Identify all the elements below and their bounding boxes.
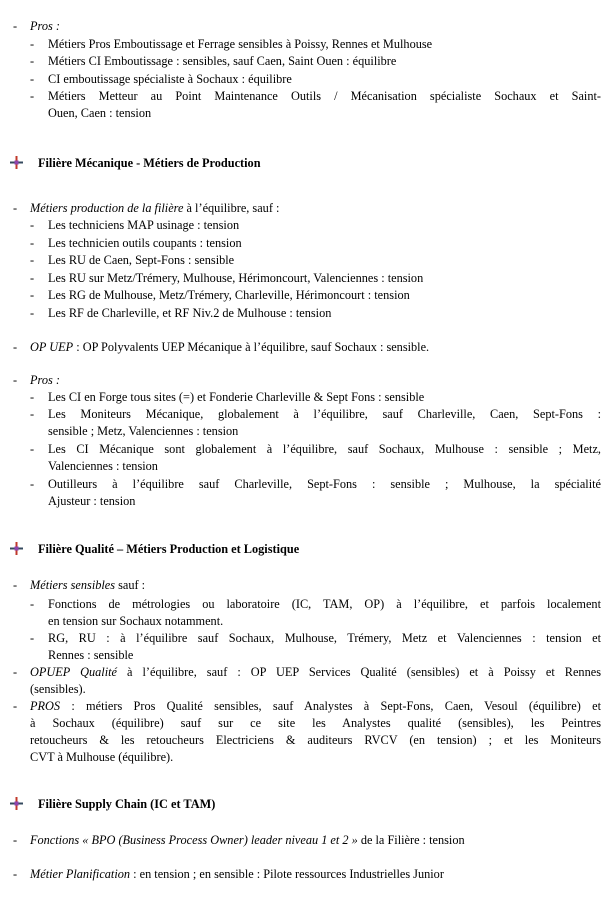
list-item xyxy=(30,866,444,883)
list-item: Les RF de Charleville, et RF Niv.2 de Mulhouse : tension xyxy=(48,306,332,320)
list-dash: - xyxy=(13,340,18,354)
sub-dash: - xyxy=(30,89,35,103)
list-item: Les Moniteurs Mécanique, globalement à l’équilibre, sauf Charleville, Caen, Sept-Fons : xyxy=(48,407,601,421)
list-dash: - xyxy=(13,19,18,33)
list-item: Métiers Metteur au Point Maintenance Outils / Mécanisation spécialiste Sochaux et Saint- xyxy=(48,89,601,103)
item-label: OP UEP xyxy=(30,340,74,354)
list-dash: - xyxy=(13,665,18,679)
list-item-continuation: Rennes : sensible xyxy=(48,648,134,662)
sub-dash: - xyxy=(30,271,35,285)
list-item: Les RU de Caen, Sept-Fons : sensible xyxy=(48,253,235,267)
list-dash: - xyxy=(13,867,18,881)
four-point-star-bullet-icon xyxy=(10,156,23,169)
list-dash: - xyxy=(13,578,18,592)
list-item xyxy=(30,200,279,217)
list-item: RG, RU : à l’équilibre sauf Sochaux, Mulhouse, Trémery, Metz et Valenciennes : tension et xyxy=(48,631,601,645)
sub-dash: - xyxy=(30,442,35,456)
list-item-continuation: retoucheurs & les retoucheurs Electriciens & auditeurs RVCV (en tension) ; et les Moniteurs xyxy=(30,733,601,747)
section-title: Filière Qualité – Métiers Production et Logistique xyxy=(38,542,300,556)
item-label-suffix: : métiers Pros Qualité sensibles, sauf Analystes à Sept-Fons, Caen, Vesoul (équilibre) et xyxy=(60,699,601,713)
section-title: Filière Mécanique - Métiers de Production xyxy=(38,156,261,170)
item-label-suffix: : en tension ; en sensible : Pilote ressources Industrielles Junior xyxy=(130,867,444,881)
item-label-suffix: à l’équilibre, sauf : xyxy=(183,201,280,215)
list-item: CI emboutissage spécialiste à Sochaux : équilibre xyxy=(48,72,292,86)
item-label-suffix: sauf : xyxy=(115,578,146,592)
list-dash: - xyxy=(13,833,18,847)
list-dash: - xyxy=(13,373,18,387)
list-item: Les CI Mécanique sont globalement à l’équilibre, sauf Sochaux, Mulhouse : sensible ; Metz, xyxy=(48,442,601,456)
sub-dash: - xyxy=(30,597,35,611)
list-dash: - xyxy=(13,201,18,215)
list-dash: - xyxy=(13,699,18,713)
list-item xyxy=(30,577,145,594)
list-item-continuation: en tension sur Sochaux notamment. xyxy=(48,614,224,628)
item-label-suffix: à l’équilibre, sauf : OP UEP Services Qualité (sensibles) et à Poissy et Rennes xyxy=(116,665,601,679)
sub-dash: - xyxy=(30,236,35,250)
item-label: PROS xyxy=(30,699,61,713)
list-item-continuation: CVT à Mulhouse (équilibre). xyxy=(30,750,174,764)
item-label-suffix: : OP Polyvalents UEP Mécanique à l’équilibre, sauf Sochaux : sensible. xyxy=(73,340,430,354)
sub-dash: - xyxy=(30,288,35,302)
list-item xyxy=(30,664,601,681)
list-item-continuation: à Sochaux (équilibre) sauf sur ce site les Analystes qualité (sensibles), les Peintres xyxy=(30,716,601,730)
sub-dash: - xyxy=(30,218,35,232)
list-item: Les technicien outils coupants : tension xyxy=(48,236,242,250)
four-point-star-bullet-icon xyxy=(10,542,23,555)
item-label: Pros : xyxy=(30,19,60,33)
sub-dash: - xyxy=(30,407,35,421)
item-label: Métiers production de la filière xyxy=(30,201,184,215)
list-item-continuation: Ouen, Caen : tension xyxy=(48,106,152,120)
section-title: Filière Supply Chain (IC et TAM) xyxy=(38,797,216,811)
list-item: Les RU sur Metz/Trémery, Mulhouse, Hérimoncourt, Valenciennes : tension xyxy=(48,271,424,285)
sub-dash: - xyxy=(30,253,35,267)
sub-dash: - xyxy=(30,631,35,645)
list-item-continuation: Ajusteur : tension xyxy=(48,494,136,508)
list-item: Les techniciens MAP usinage : tension xyxy=(48,218,240,232)
list-item: Outilleurs à l’équilibre sauf Charleville, Sept-Fons : sensible ; Mulhouse, la spécialité xyxy=(48,477,601,491)
list-item-continuation: sensible ; Metz, Valenciennes : tension xyxy=(48,424,239,438)
list-item: Les RG de Mulhouse, Metz/Trémery, Charleville, Hérimoncourt : tension xyxy=(48,288,410,302)
sub-dash: - xyxy=(30,390,35,404)
list-item: Métiers CI Emboutissage : sensibles, sauf Caen, Saint Ouen : équilibre xyxy=(48,54,397,68)
sub-dash: - xyxy=(30,54,35,68)
sub-dash: - xyxy=(30,306,35,320)
list-item: Fonctions de métrologies ou laboratoire (IC, TAM, OP) à l’équilibre, et parfois localement xyxy=(48,597,601,611)
item-label: Fonctions « BPO (Business Process Owner) leader niveau 1 et 2 » xyxy=(30,833,358,847)
sub-dash: - xyxy=(30,37,35,51)
list-item xyxy=(30,698,601,715)
item-label: Métier Planification xyxy=(30,867,131,881)
list-item xyxy=(30,832,465,849)
item-label: OPUEP Qualité xyxy=(30,665,117,679)
item-label: Métiers sensibles xyxy=(30,578,116,592)
sub-dash: - xyxy=(30,477,35,491)
four-point-star-bullet-icon xyxy=(10,797,23,810)
list-item xyxy=(30,339,429,356)
list-item-continuation: (sensibles). xyxy=(30,682,86,696)
list-item-continuation: Valenciennes : tension xyxy=(48,459,158,473)
item-label: Pros : xyxy=(30,373,60,387)
list-item: Métiers Pros Emboutissage et Ferrage sensibles à Poissy, Rennes et Mulhouse xyxy=(48,37,433,51)
sub-dash: - xyxy=(30,72,35,86)
item-label-suffix: de la Filière : tension xyxy=(357,833,465,847)
list-item: Les CI en Forge tous sites (=) et Fonderie Charleville & Sept Fons : sensible xyxy=(48,390,425,404)
